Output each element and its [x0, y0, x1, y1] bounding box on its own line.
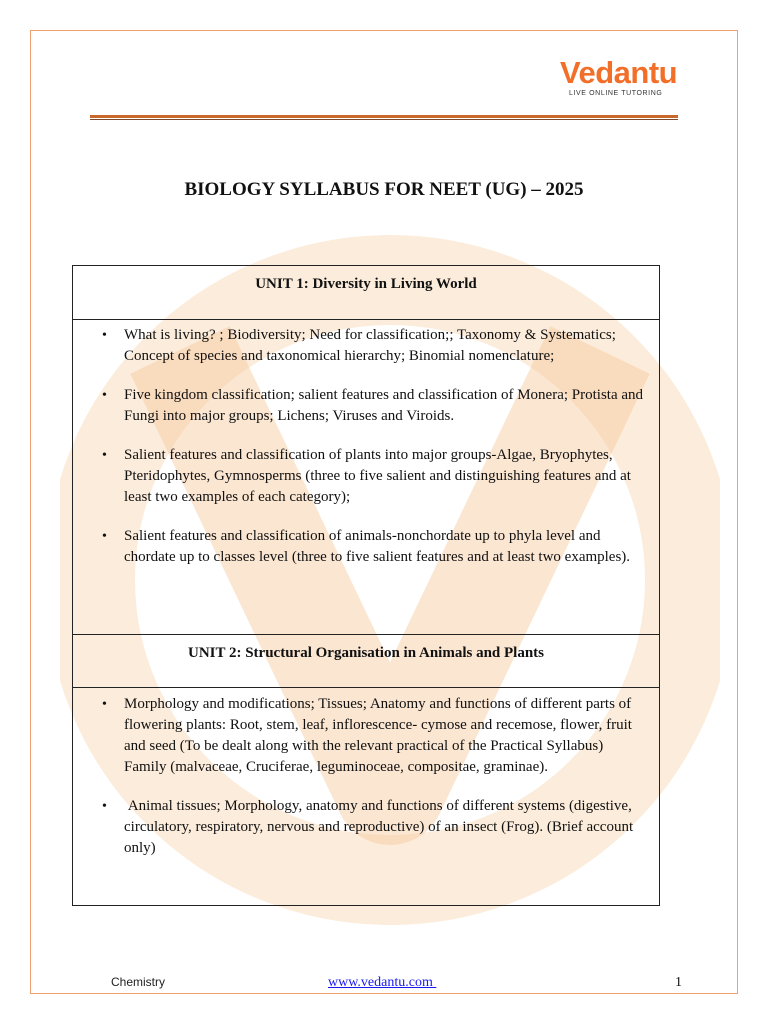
unit-1-topics — [73, 325, 659, 586]
bullet-icon: • — [102, 697, 107, 712]
unit-2-divider — [73, 687, 659, 688]
unit-2-topics — [73, 694, 659, 877]
header-rule-thin — [90, 119, 678, 120]
page-title: BIOLOGY SYLLABUS FOR NEET (UG) – 2025 — [184, 179, 584, 200]
list-item — [73, 325, 659, 367]
logo-wordmark: Vedantu — [560, 55, 678, 90]
topic-text: What is living? ; Biodiversity; Need for classification;; Taxonomy & Systematics; Concept of species and taxonomical hierarchy; Binomial nomenclature; — [124, 327, 616, 364]
syllabus-table — [72, 265, 660, 906]
bullet-icon: • — [102, 448, 107, 463]
unit-2-top-divider — [73, 634, 659, 635]
bullet-icon: • — [102, 799, 107, 814]
bullet-icon: • — [102, 328, 107, 343]
topic-text: Animal tissues; Morphology, anatomy and functions of different systems (digestive, circulatory, respiratory, nervous and reproductive) of an insect (Frog). (Brief account only) — [124, 798, 637, 856]
logo-tagline: LIVE ONLINE TUTORING — [569, 90, 663, 97]
bullet-icon: • — [102, 529, 107, 544]
bullet-icon: • — [102, 388, 107, 403]
topic-text: Salient features and classification of animals-nonchordate up to phyla level and chordate up to classes level (three to five salient features and at least two examples). — [124, 528, 631, 565]
topic-text: Five kingdom classification; salient features and classification of Monera; Protista and Fungi into major groups; Lichens; Viruses and Viroids. — [124, 387, 644, 424]
footer-subject: Chemistry — [111, 975, 166, 989]
unit-2-heading: UNIT 2: Structural Organisation in Animals and Plants — [187, 645, 545, 661]
unit-1-divider — [73, 319, 659, 320]
list-item — [73, 526, 659, 568]
list-item — [73, 796, 659, 859]
page-number: 1 — [675, 975, 682, 990]
list-item — [73, 445, 659, 508]
topic-text: Salient features and classification of plants into major groups-Algae, Bryophytes, Pteridophytes, Gymnosperms (three to five salient and distinguishing features and at least two examples of each category); — [124, 447, 631, 505]
list-item — [73, 694, 659, 778]
topic-text: Morphology and modifications; Tissues; Anatomy and functions of different parts of flowering plants: Root, stem, leaf, inflorescence- cymose and recemose, flower, fruit and seed (To be dealt along with the relevant practical of the Practical Syllabus) Family (malvaceae, Cruciferae, leguminoceae, compositae, graminae). — [124, 696, 632, 775]
header-rule — [90, 115, 678, 118]
footer-website-link[interactable]: www.vedantu.com — [328, 975, 437, 990]
vedantu-logo[interactable] — [560, 55, 678, 102]
list-item — [73, 385, 659, 427]
unit-1-heading: UNIT 1: Diversity in Living World — [255, 276, 477, 292]
